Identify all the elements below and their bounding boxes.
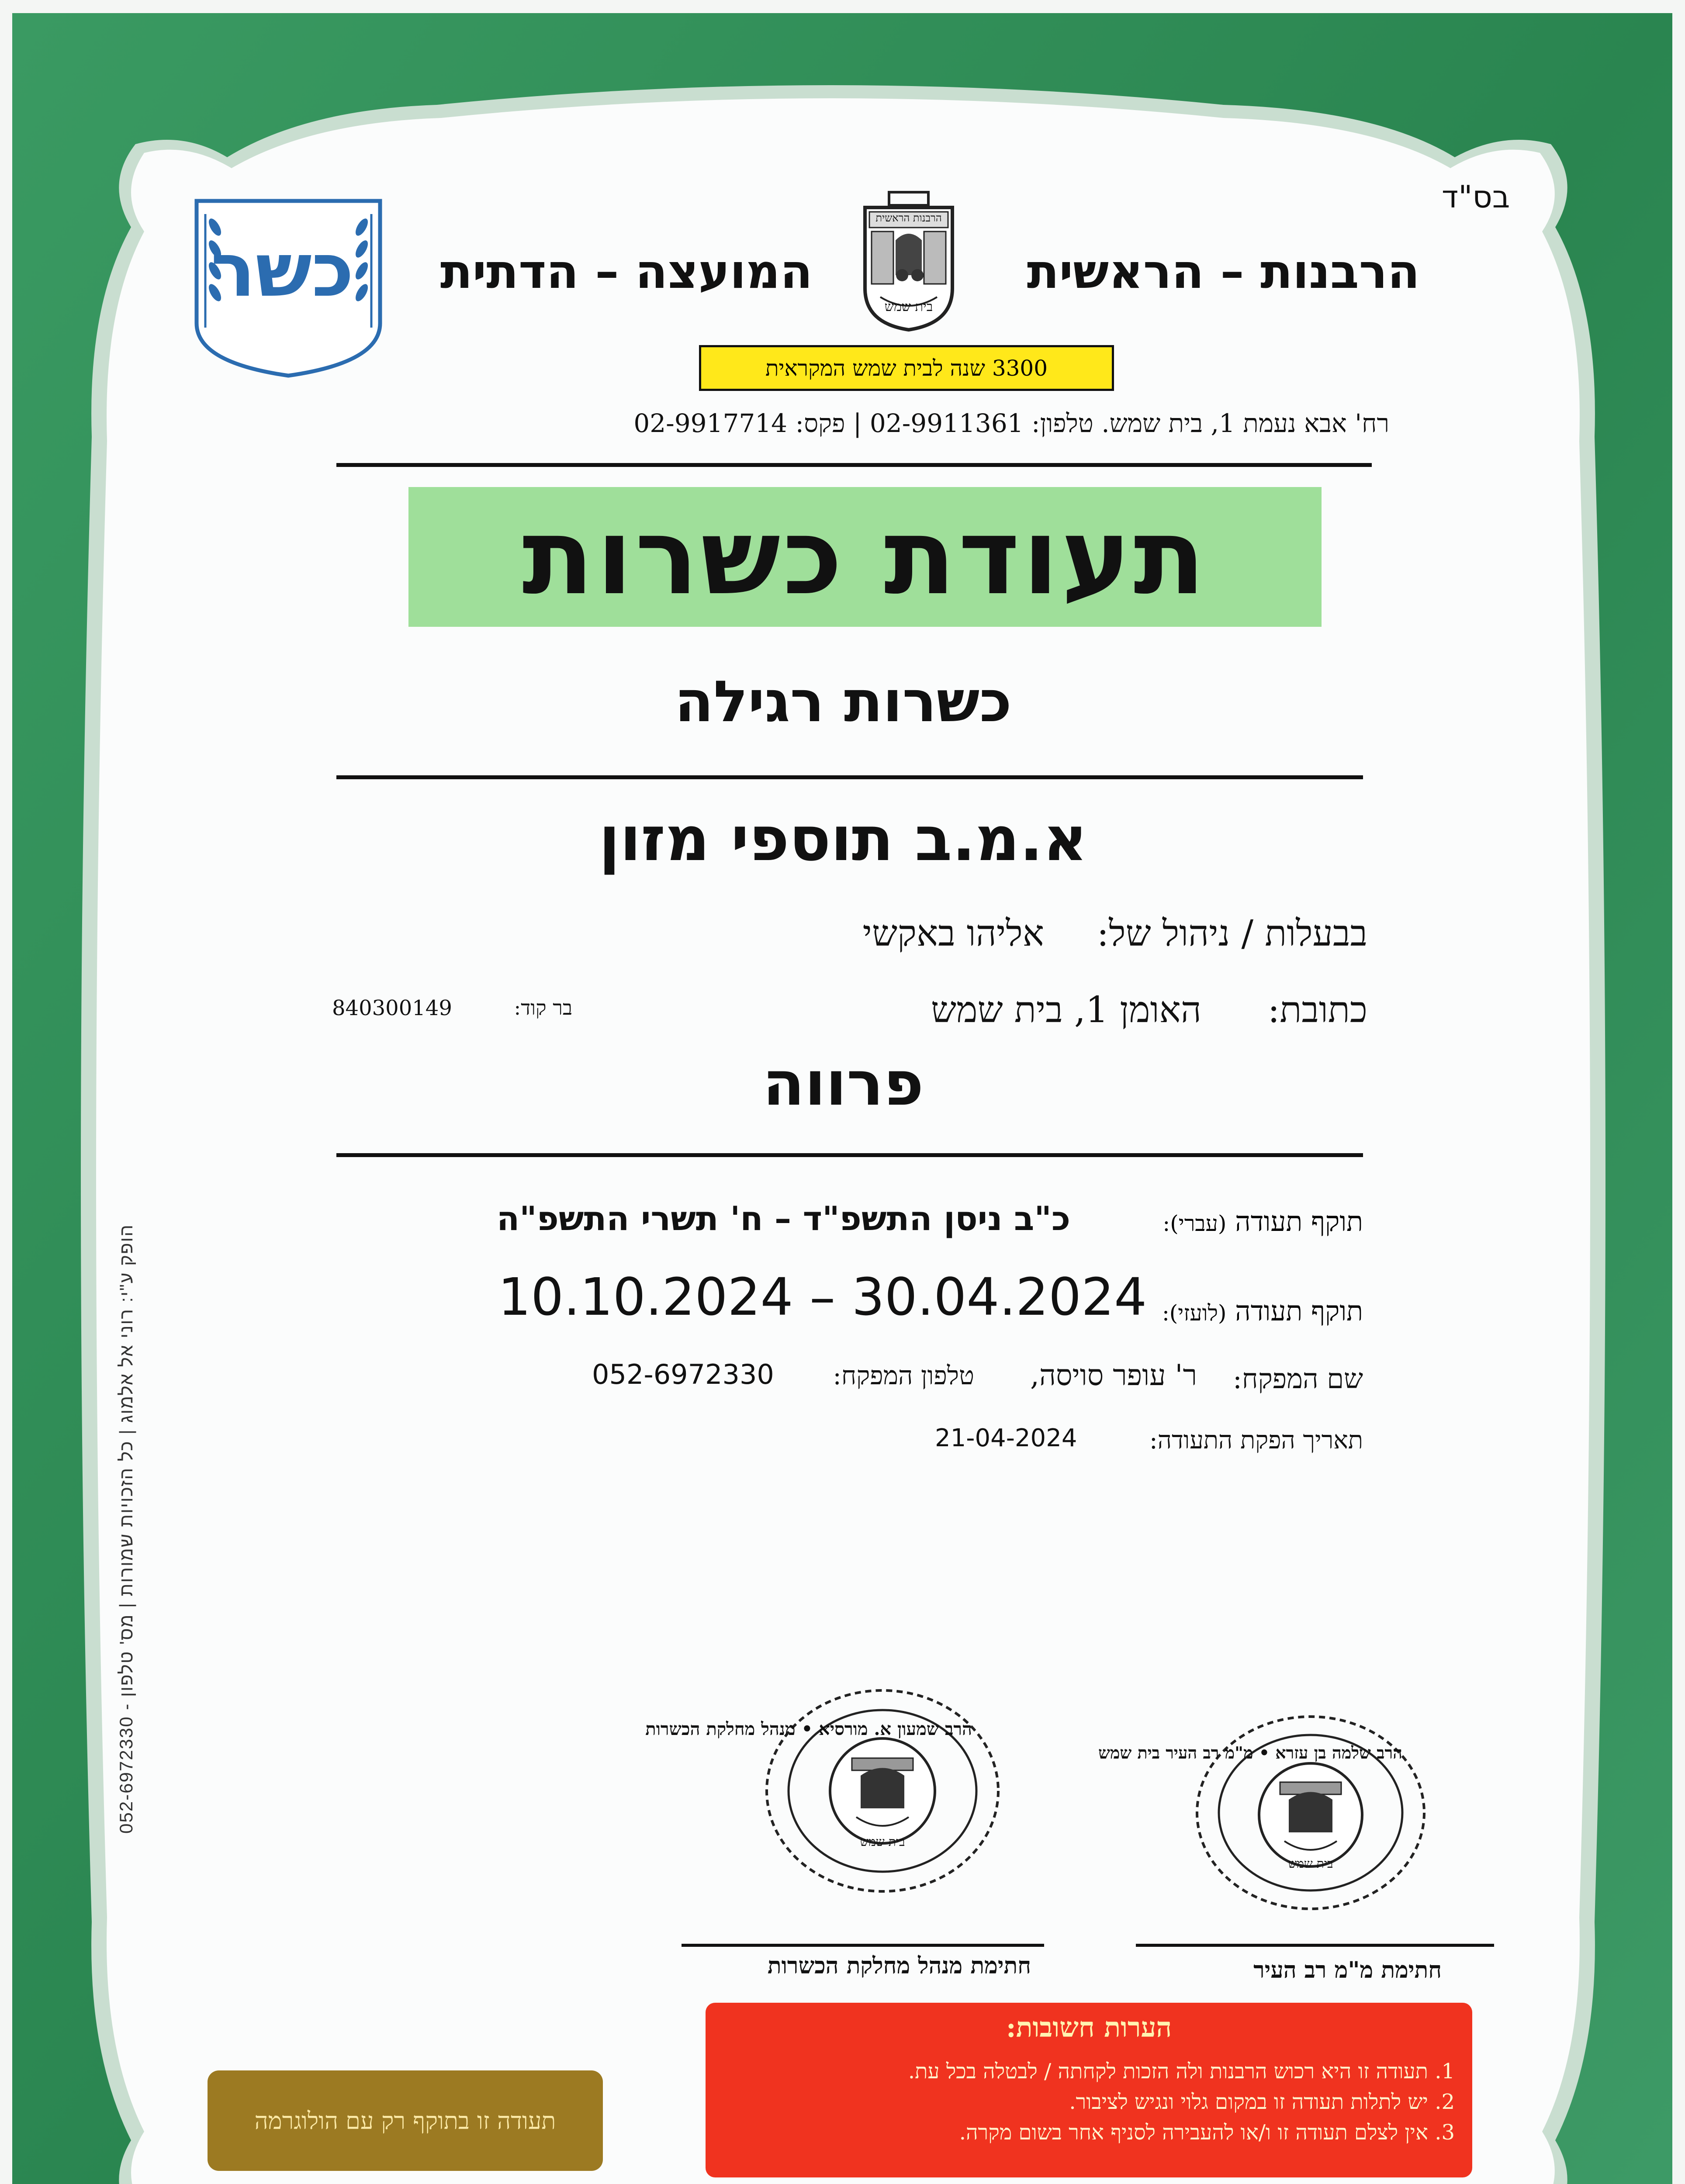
details-divider [336, 1153, 1363, 1157]
side-credit-text: הופק ע"י: רוני אל אלמוג | כל הזכויות שמורות | מס' טלפון - 052-6972330 [116, 1224, 136, 1834]
certificate-title-box [408, 487, 1322, 627]
owner-value: אליהו באקשי [862, 913, 1044, 954]
validity-gregorian-value: 10.10.2024 – 30.04.2024 [498, 1267, 1147, 1327]
bsd-mark: בס"ד [1442, 179, 1510, 215]
address-label: כתובת: [1267, 989, 1367, 1031]
hologram-note-box [208, 2070, 603, 2171]
barcode-label: בר קוד: [514, 996, 572, 1019]
supervisor-name: ר' עופר סויסה, [1030, 1358, 1197, 1392]
chief-rabbinate-title: הרבנות – הראשית [1027, 245, 1420, 299]
validity-hebrew-paren: (עברי): [1163, 1211, 1227, 1236]
owner-label: בבעלות / ניהול של: [1097, 913, 1367, 954]
city-emblem [858, 188, 959, 332]
kosher-logo-text: כשר [211, 227, 354, 314]
validity-hebrew-value: כ"ב ניסן התשפ"ד – ח' תשרי התשפ"ה [496, 1199, 1070, 1238]
important-note-item: 2. יש לתלות תעודה זו במקום גלוי ונגיש לציבור. [1069, 2090, 1455, 2114]
important-notes-box [706, 2003, 1472, 2177]
city-rabbi-signature-line [1136, 1944, 1494, 1947]
council-contact-line: רח' אבא נעמת 1, בית שמש. טלפון: 02-9911361 | פקס: 02-9917714 [633, 408, 1389, 438]
header-divider [336, 463, 1372, 467]
supervisor-label: שם המפקח: [1233, 1363, 1363, 1395]
business-name: א.מ.ב תוספי מזון [599, 804, 1088, 875]
left-seal-center-text: בית שמש [860, 1835, 905, 1849]
barcode-value: 840300149 [332, 996, 452, 1020]
right-seal-center-text: בית שמש [1288, 1856, 1333, 1871]
anniversary-banner-text: 3300 שנה לבית שמש המקראית [765, 355, 1048, 381]
validity-gregorian-paren: (לועזי): [1162, 1300, 1227, 1326]
department-head-signature-line [682, 1944, 1044, 1947]
validity-hebrew-label-group [1101, 1206, 1363, 1238]
department-head-seal [645, 1686, 1003, 1896]
kosher-logo [192, 197, 384, 380]
validity-hebrew-label: תוקף תעודה [1235, 1206, 1363, 1237]
validity-gregorian-label: תוקף תעודה [1235, 1295, 1363, 1327]
important-note-item: 1. תעודה זו היא רכוש הרבנות ולה הזכות לקחתה / לבטלה בכל עת. [908, 2059, 1455, 2084]
supervisor-phone-label: טלפון המפקח: [833, 1361, 974, 1390]
subtitle-divider [336, 775, 1363, 779]
emblem-top-label: הרבנות הראשית [875, 212, 942, 224]
left-seal-ring-text: הרב שמעון א. מורסיא • מנהל מחלקת הכשרות [645, 1719, 972, 1739]
right-seal-ring-text: הרב שלמה בן עזרא • מ"מ רב העיר בית שמש [1098, 1743, 1402, 1762]
department-head-signature-caption: חתימת מנהל מחלקת הכשרות [767, 1952, 1031, 1979]
emblem-bottom-label: בית שמש [884, 299, 933, 314]
city-rabbi-signature-caption: חתימת מ"מ רב העיר [1253, 1957, 1442, 1984]
religious-council-title: המועצה – הדתית [440, 245, 813, 299]
certificate-title: תעודת כשרות [522, 496, 1208, 618]
hologram-note-text: תעודה זו בתוקף רק עם הולוגרמה [254, 2107, 556, 2135]
product-category: פרווה [762, 1048, 924, 1120]
important-note-item: 3. אין לצלם תעודה זו ו/או להעבירה לסניף אחר בשום מקרה. [959, 2120, 1455, 2145]
address-value: האומן 1, בית שמש [931, 989, 1201, 1031]
issue-date-value: 21-04-2024 [935, 1424, 1077, 1452]
supervisor-phone: 052-6972330 [592, 1358, 774, 1390]
city-rabbi-seal [1098, 1712, 1429, 1913]
kashrut-level: כשרות רגילה [675, 668, 1012, 735]
issue-date-label: תאריך הפקת התעודה: [1149, 1426, 1363, 1455]
important-notes-title: הערות חשובות: [1006, 2011, 1172, 2043]
anniversary-banner [699, 345, 1114, 391]
